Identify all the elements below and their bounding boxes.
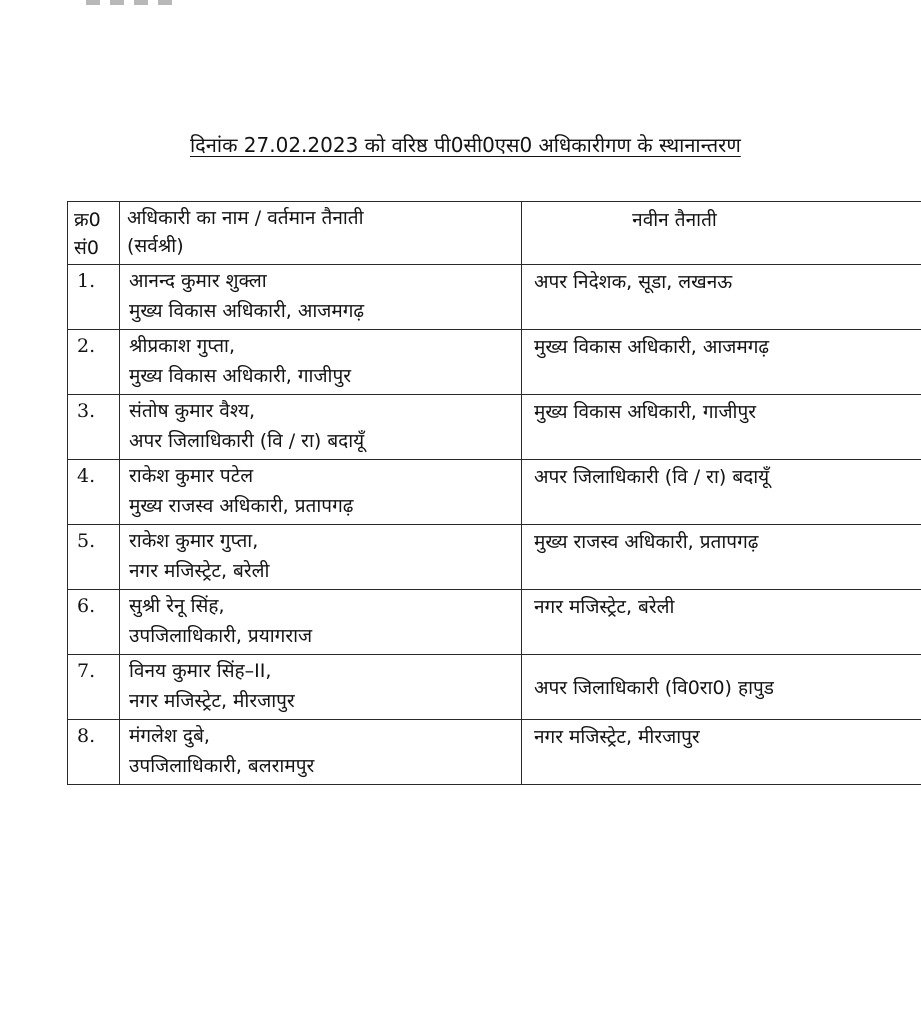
table-row xyxy=(68,265,921,330)
table-row xyxy=(68,525,921,590)
officer-name: श्रीप्रकाश गुप्ता, xyxy=(129,335,235,357)
officer-name: आनन्द कुमार शुक्ला xyxy=(129,270,267,292)
officer-cell xyxy=(120,395,522,460)
current-posting: मुख्य राजस्व अधिकारी, प्रतापगढ़ xyxy=(129,495,354,517)
officer-cell xyxy=(120,460,522,525)
table-row xyxy=(68,460,921,525)
new-posting: अपर निदेशक, सूडा, लखनऊ xyxy=(522,265,921,330)
officer-name: राकेश कुमार पटेल xyxy=(129,465,254,487)
table-header-row xyxy=(68,202,921,265)
officer-cell xyxy=(120,720,522,785)
officer-name: सुश्री रेनू सिंह, xyxy=(129,595,225,617)
serial-number: 3. xyxy=(68,395,120,460)
table-row xyxy=(68,655,921,720)
new-posting: मुख्य विकास अधिकारी, आजमगढ़ xyxy=(522,330,921,395)
current-posting: नगर मजिस्ट्रेट, बरेली xyxy=(129,560,270,582)
table-row xyxy=(68,395,921,460)
serial-number: 1. xyxy=(68,265,120,330)
serial-number: 7. xyxy=(68,655,120,720)
current-posting: अपर जिलाधिकारी (वि / रा) बदायूँ xyxy=(129,430,365,452)
transfer-table xyxy=(67,201,921,785)
new-posting: नगर मजिस्ट्रेट, मीरजापुर xyxy=(522,720,921,785)
serial-header-line2: सं0 xyxy=(74,237,99,259)
current-posting: नगर मजिस्ट्रेट, मीरजापुर xyxy=(129,690,295,712)
serial-number: 8. xyxy=(68,720,120,785)
serial-number: 4. xyxy=(68,460,120,525)
new-posting: अपर जिलाधिकारी (वि0रा0) हापुड xyxy=(522,655,921,720)
new-posting: नगर मजिस्ट्रेट, बरेली xyxy=(522,590,921,655)
officer-cell xyxy=(120,265,522,330)
officer-header xyxy=(120,202,522,265)
page-title: दिनांक 27.02.2023 को वरिष्ठ पी0सी0एस0 अधिकारीगण के स्थानान्तरण xyxy=(190,133,741,157)
current-posting: मुख्य विकास अधिकारी, आजमगढ़ xyxy=(129,300,365,322)
officer-cell xyxy=(120,590,522,655)
officer-cell xyxy=(120,655,522,720)
officer-header-line2: (सर्वश्री) xyxy=(127,235,184,257)
officer-cell xyxy=(120,330,522,395)
serial-number: 6. xyxy=(68,590,120,655)
current-posting: उपजिलाधिकारी, बलरामपुर xyxy=(129,755,315,777)
serial-number: 2. xyxy=(68,330,120,395)
officer-header-line1: अधिकारी का नाम / वर्तमान तैनाती xyxy=(127,207,364,229)
officer-name: राकेश कुमार गुप्ता, xyxy=(129,530,259,552)
serial-number-header xyxy=(68,202,120,265)
officer-cell xyxy=(120,525,522,590)
serial-number: 5. xyxy=(68,525,120,590)
new-posting: मुख्य विकास अधिकारी, गाजीपुर xyxy=(522,395,921,460)
current-posting: मुख्य विकास अधिकारी, गाजीपुर xyxy=(129,365,352,387)
new-posting: अपर जिलाधिकारी (वि / रा) बदायूँ xyxy=(522,460,921,525)
officer-name: विनय कुमार सिंह–II, xyxy=(129,660,272,682)
current-posting: उपजिलाधिकारी, प्रयागराज xyxy=(129,625,313,647)
serial-header-line1: क्र0 xyxy=(74,209,101,231)
scan-edge-mark xyxy=(86,0,176,5)
table-row xyxy=(68,720,921,785)
new-posting: मुख्य राजस्व अधिकारी, प्रतापगढ़ xyxy=(522,525,921,590)
table-row xyxy=(68,330,921,395)
officer-name: संतोष कुमार वैश्य, xyxy=(129,400,256,422)
new-posting-header: नवीन तैनाती xyxy=(522,202,921,265)
table-row xyxy=(68,590,921,655)
officer-name: मंगलेश दुबे, xyxy=(129,725,210,747)
